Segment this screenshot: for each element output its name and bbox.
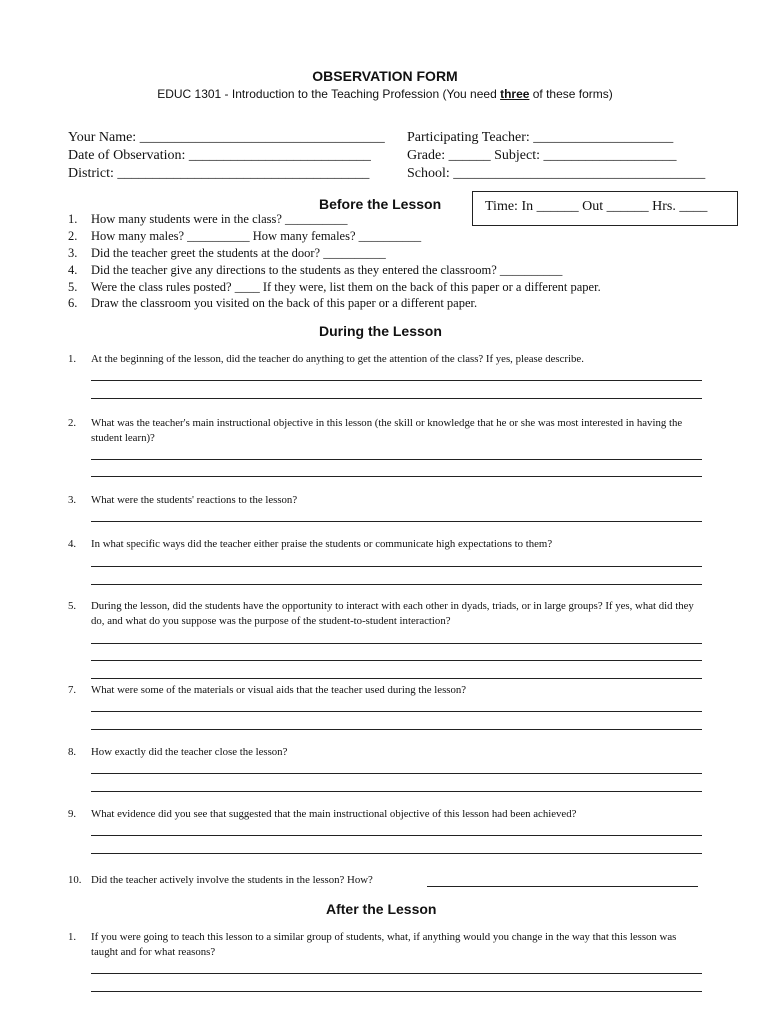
- before-item-text: Were the class rules posted? ____ If they were, list them on the back of this paper or a different paper.: [91, 280, 601, 294]
- before-item-text: How many males? __________ How many females? __________: [91, 229, 422, 243]
- answer-line[interactable]: [91, 678, 702, 679]
- during-question-number: 2.: [68, 417, 77, 429]
- answer-line[interactable]: [91, 398, 702, 399]
- answer-line[interactable]: [91, 660, 702, 661]
- subtitle-emphasis: three: [500, 87, 530, 101]
- during-question-number: 3.: [68, 494, 77, 506]
- before-item-number: 3.: [68, 246, 78, 260]
- subtitle-text-end: of these forms): [529, 87, 613, 101]
- during-question-text: What evidence did you see that suggested that the main instructional objective of this lesson had been achieved?: [91, 808, 577, 820]
- during-question-number: 4.: [68, 538, 77, 550]
- before-item-number: 2.: [68, 229, 78, 243]
- during-question-number: 7.: [68, 684, 77, 696]
- answer-line[interactable]: [427, 886, 698, 887]
- before-lesson-heading: Before the Lesson: [319, 196, 442, 212]
- participating-teacher-field[interactable]: Participating Teacher: ____________________: [407, 130, 674, 145]
- during-question-number: 1.: [68, 353, 77, 365]
- page-title: OBSERVATION FORM: [312, 68, 458, 84]
- during-question-text: What was the teacher's main instructional objective in this lesson (the skill or knowledge that he or she was most interested in having the student learn)?: [91, 417, 683, 444]
- your-name-field[interactable]: Your Name: ___________________________________: [68, 130, 385, 145]
- district-field[interactable]: District: ____________________________________: [68, 166, 370, 181]
- answer-line[interactable]: [91, 853, 702, 854]
- after-question-number: 1.: [68, 931, 77, 943]
- date-of-observation-field[interactable]: Date of Observation: __________________________: [68, 148, 371, 163]
- answer-line[interactable]: [91, 773, 702, 774]
- answer-line[interactable]: [91, 835, 702, 836]
- grade-subject-field[interactable]: Grade: ______ Subject: ___________________: [407, 148, 677, 163]
- answer-line[interactable]: [91, 476, 702, 477]
- answer-line[interactable]: [91, 991, 702, 992]
- during-question-number: 9.: [68, 808, 77, 820]
- after-question-text: If you were going to teach this lesson to a similar group of students, what, if anything would you change in the way that this lesson was taught and for what reasons?: [91, 931, 677, 958]
- during-question-text: At the beginning of the lesson, did the teacher do anything to get the attention of the class? If yes, please describe.: [91, 353, 584, 365]
- before-item-number: 1.: [68, 212, 78, 226]
- answer-line[interactable]: [91, 791, 702, 792]
- during-question-text: How exactly did the teacher close the lesson?: [91, 746, 288, 758]
- during-question-text: What were the students' reactions to the lesson?: [91, 494, 298, 506]
- before-item-number: 4.: [68, 263, 78, 277]
- during-question-text: During the lesson, did the students have the opportunity to interact with each other in dyads, triads, or in large groups? If yes, what did they do, and what do you suppose was the purpose of the student-to-student interaction?: [91, 600, 694, 627]
- answer-line[interactable]: [91, 711, 702, 712]
- during-question-text: What were some of the materials or visual aids that the teacher used during the lesson?: [91, 684, 467, 696]
- before-item-number: 6.: [68, 296, 78, 310]
- answer-line[interactable]: [91, 973, 702, 974]
- time-fields[interactable]: Time: In ______ Out ______ Hrs. ____: [485, 199, 708, 214]
- subtitle-text-start: EDUC 1301 - Introduction to the Teaching Profession (You need: [157, 87, 501, 101]
- during-lesson-heading: During the Lesson: [319, 323, 442, 339]
- school-field[interactable]: School: ____________________________________: [407, 166, 706, 181]
- during-question-text: In what specific ways did the teacher either praise the students or communicate high expectations to them?: [91, 538, 553, 550]
- during-question-number: 10.: [68, 874, 82, 886]
- after-lesson-heading: After the Lesson: [326, 901, 437, 917]
- during-question-number: 5.: [68, 600, 77, 612]
- answer-line[interactable]: [91, 584, 702, 585]
- answer-line[interactable]: [91, 380, 702, 381]
- answer-line[interactable]: [91, 566, 702, 567]
- answer-line[interactable]: [91, 521, 702, 522]
- before-item-text: Did the teacher greet the students at the door? __________: [91, 246, 386, 260]
- before-item-text: How many students were in the class? __________: [91, 212, 348, 226]
- answer-line[interactable]: [91, 643, 702, 644]
- page-subtitle: [0, 87, 770, 101]
- during-question-number: 8.: [68, 746, 77, 758]
- before-item-text: Draw the classroom you visited on the back of this paper or a different paper.: [91, 296, 478, 310]
- before-item-number: 5.: [68, 280, 78, 294]
- answer-line[interactable]: [91, 459, 702, 460]
- answer-line[interactable]: [91, 729, 702, 730]
- during-question-text: Did the teacher actively involve the students in the lesson? How?: [91, 874, 373, 886]
- before-item-text: Did the teacher give any directions to the students as they entered the classroom? __________: [91, 263, 563, 277]
